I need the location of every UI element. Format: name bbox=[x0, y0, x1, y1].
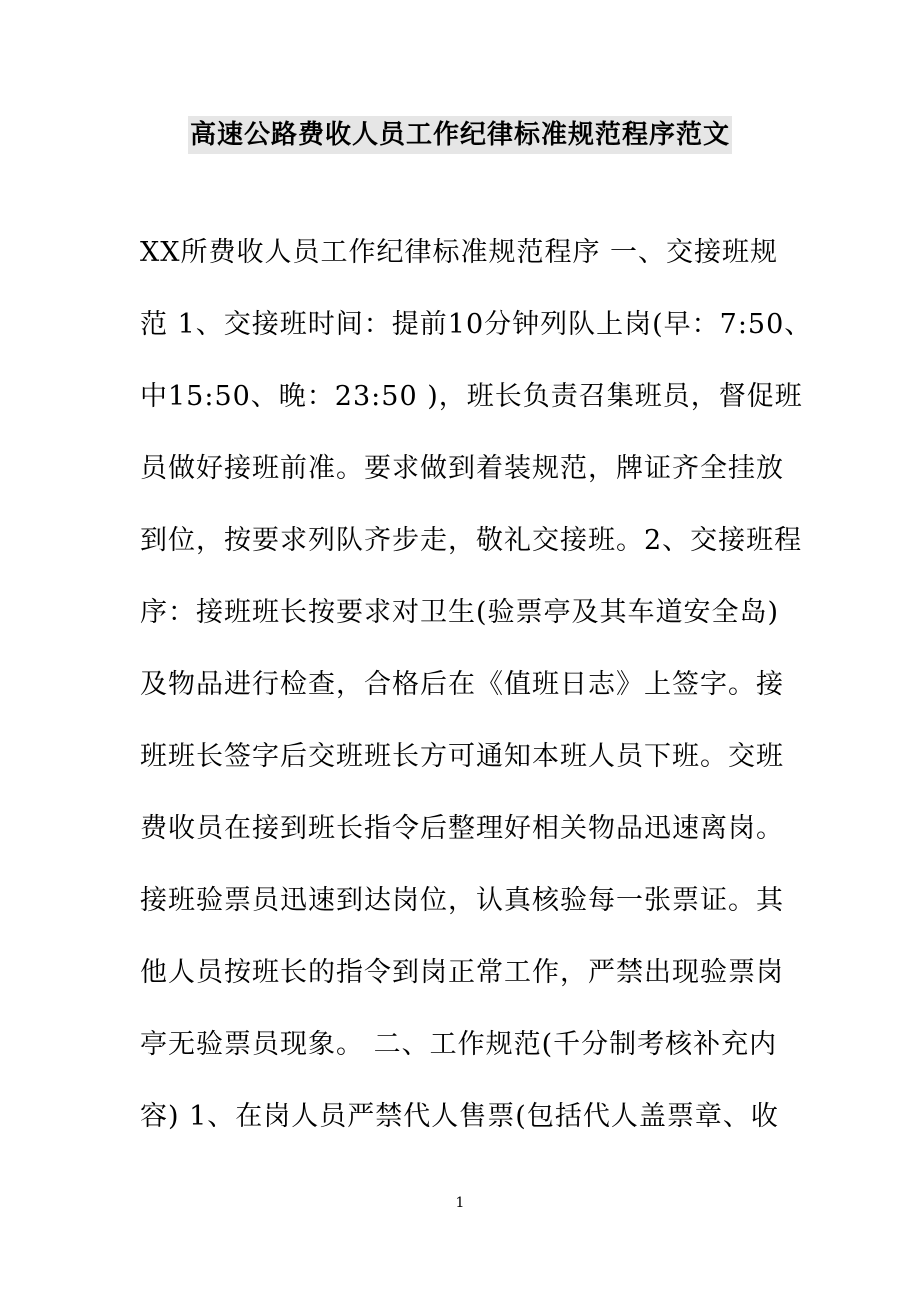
body-line: 序：接班班长按要求对卫生(验票亭及其车道安全岛) bbox=[140, 597, 780, 628]
body-line: 及物品进行检查，合格后在《值班日志》上签字。接 bbox=[140, 669, 784, 700]
body-line: 班班长签字后交班班长方可通知本班人员下班。交班 bbox=[140, 741, 784, 772]
document-body bbox=[140, 227, 813, 1163]
body-line: XX所费收人员工作纪律标准规范程序 一、交接班规 bbox=[140, 237, 779, 268]
document-title: 高速公路费收人员工作纪律标准规范程序范文 bbox=[188, 116, 732, 154]
document-title-container bbox=[0, 116, 920, 156]
body-line: 范 1、交接班时间：提前10分钟列队上岗(早：7:50、 bbox=[140, 309, 813, 340]
body-line: 员做好接班前准。要求做到着装规范，牌证齐全挂放 bbox=[140, 453, 784, 484]
body-line: 他人员按班长的指令到岗正常工作，严禁出现验票岗 bbox=[140, 957, 784, 988]
body-line: 接班验票员迅速到达岗位，认真核验每一张票证。其 bbox=[140, 885, 784, 916]
body-line: 中15:50、晚：23:50 )，班长负责召集班员，督促班 bbox=[140, 381, 803, 412]
body-line: 容) 1、在岗人员严禁代人售票(包括代人盖票章、收 bbox=[140, 1101, 779, 1132]
body-line: 费收员在接到班长指令后整理好相关物品迅速离岗。 bbox=[140, 813, 784, 844]
body-line: 到位，按要求列队齐步走，敬礼交接班。2、交接班程 bbox=[140, 525, 803, 556]
body-line: 亭无验票员现象。 二、工作规范(千分制考核补充内 bbox=[140, 1029, 778, 1060]
page-number: 1 bbox=[455, 1195, 465, 1211]
